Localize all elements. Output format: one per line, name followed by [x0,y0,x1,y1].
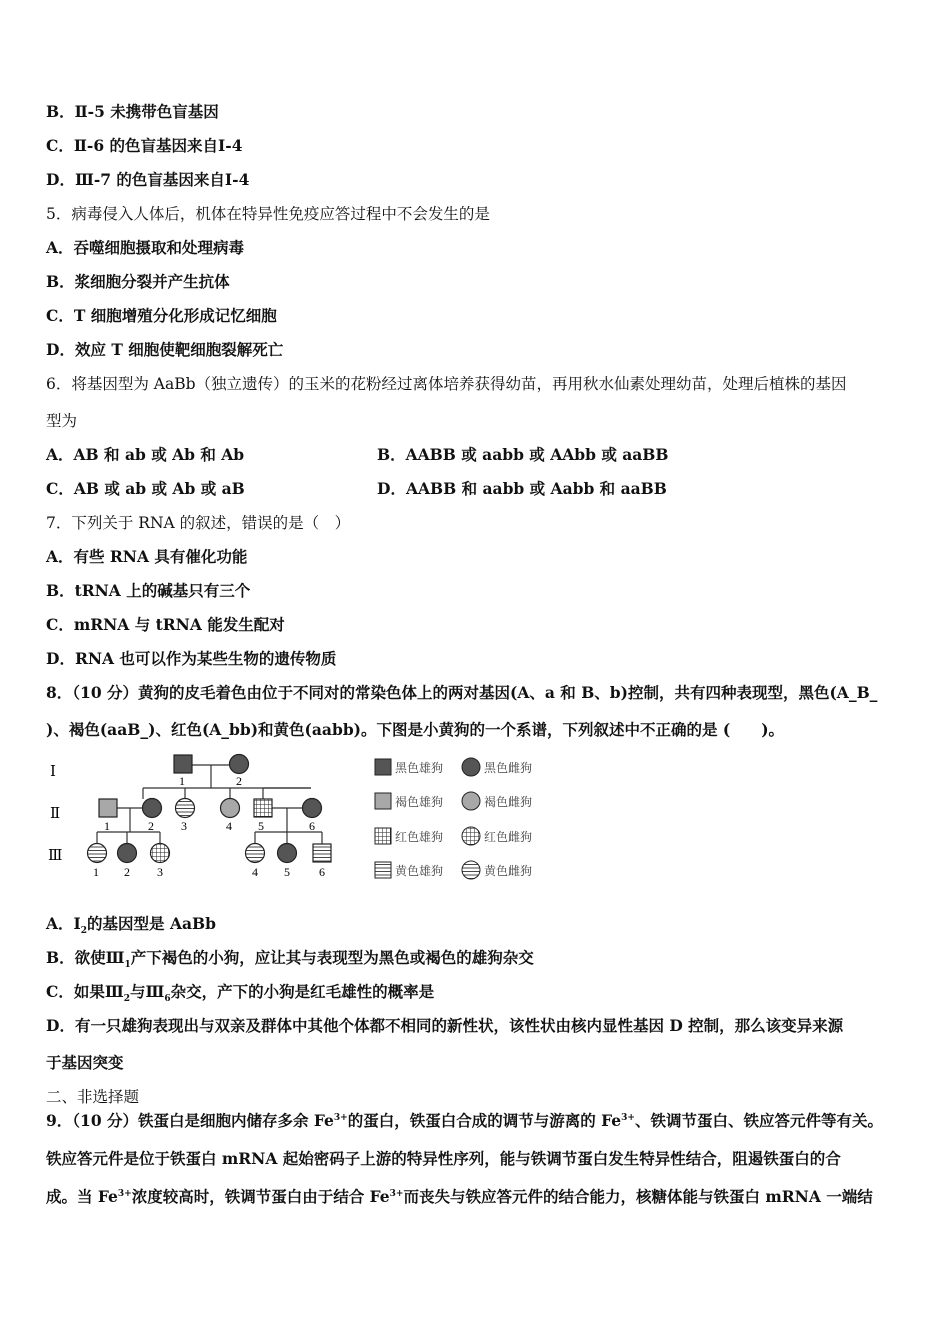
legend-red-female-label: 红色雌狗 [484,830,533,844]
gen2-individual-4-brown-female [221,799,240,818]
legend-yellow-male-label: 黄色雄狗 [395,864,444,878]
q6-stem-line2: 型为 [46,412,78,430]
q9-line2: 铁应答元件是位于铁蛋白 mRNA 起始密码子上游的特异性序列，能与铁调节蛋白发生特异性结合，阻遏铁蛋白的合 [46,1149,841,1168]
legend-brown-female-label: 褐色雌狗 [484,795,533,809]
gen3-individual-1-yellow-female [88,844,107,863]
q4-option-b: B．Ⅱ-5 未携带色盲基因 [46,102,219,121]
q5-stem: 5．病毒侵入人体后，机体在特异性免疫应答过程中不会发生的是 [46,205,490,223]
gen3-number-4: 4 [252,865,258,879]
q5-option-c: C．T 细胞增殖分化形成记忆细胞 [46,306,277,325]
gen3-individual-4-yellow-female [246,844,265,863]
q7-option-a: A．有些 RNA 具有催化功能 [46,547,248,566]
gen2-number-2: 2 [148,819,154,833]
pedigree-legend [370,752,570,884]
q8-option-c: C．如果$Ⅲ_2$与$Ⅲ_6$杂交，产下的小狗是红毛雄性的概率是 [46,982,435,1005]
q5-option-d: D．效应 T 细胞使靶细胞裂解死亡 [46,340,284,359]
q7-option-b: B．tRNA 上的碱基只有三个 [46,581,251,600]
q8-option-a: A．$Ⅰ_2$的基因型是 AaBb [46,914,216,937]
gen3-number-3: 3 [157,865,163,879]
q8-option-d-line1: D．有一只雄狗表现出与双亲及群体中其他个体都不相同的新性状，该性状由核内显性基因 D 控制，那么该变异来源 [46,1016,844,1035]
q6-option-c: C．AB 或 ab 或 Ab 或 aB [46,479,245,498]
q9-line1: 9．（10 分）铁蛋白是细胞内储存多余 $Fe^{3+}$的蛋白，铁蛋白合成的调节与游离的 $Fe^{3+}$、铁调节蛋白、铁应答元件等有关。 [46,1111,883,1130]
gen2-individual-6-black-female [303,799,322,818]
gen1-number-2: 2 [236,774,242,788]
q7-stem: 7．下列关于 RNA 的叙述，错误的是（ ） [46,514,351,532]
q4-option-d: D．Ⅲ-7 的色盲基因来自Ⅰ-4 [46,170,250,189]
gen2-number-3: 3 [181,819,187,833]
gen-label-1: Ⅰ [50,764,56,780]
q5-option-a: A．吞噬细胞摄取和处理病毒 [46,238,245,257]
q8-option-b: B．欲使$Ⅲ_1$产下褐色的小狗，应让其与表现型为黑色或褐色的雄狗杂交 [46,948,534,971]
legend-yellow-female-symbol [462,861,480,879]
q6-stem-line1: 6．将基因型为 AaBb（独立遗传）的玉米的花粉经过离体培养获得幼苗，再用秋水仙素处理幼苗，处理后植株的基因 [46,375,847,393]
q7-option-d: D．RNA 也可以作为某些生物的遗传物质 [46,649,337,668]
gen3-individual-6-yellow-male [313,844,331,862]
q6-option-a: A．AB 和 ab 或 Ab 和 Ab [46,445,245,464]
gen2-number-1: 1 [104,819,110,833]
gen2-individual-2-black-female [143,799,162,818]
gen-label-3: Ⅲ [48,848,63,864]
q6-option-b: B．AABB 或 aabb 或 AAbb 或 aaBB [377,445,669,464]
q4-option-c: C．Ⅱ-6 的色盲基因来自Ⅰ-4 [46,136,243,155]
legend-yellow-female-label: 黄色雌狗 [484,864,533,878]
gen1-individual-1-black-male [174,755,192,773]
gen3-individual-2-black-female [118,844,137,863]
section-title-non-choice: 二、非选择题 [46,1088,140,1106]
q6-option-d: D．AABB 和 aabb 或 Aabb 和 aaBB [377,479,667,498]
pedigree-lines [97,765,322,844]
gen2-number-6: 6 [309,819,315,833]
legend-black-female-symbol [462,758,480,776]
legend-brown-male-label: 褐色雄狗 [395,795,444,809]
gen-label-2: Ⅱ [50,806,61,822]
gen3-number-5: 5 [284,865,290,879]
gen2-individual-5-red-male [254,799,272,817]
q9-line3: 成。当 $Fe^{3+}$浓度较高时，铁调节蛋白由于结合 $Fe^{3+}$而丧失与铁应答元件的结合能力，核糖体能与铁蛋白 mRNA 一端结 [46,1187,873,1206]
q5-option-b: B．浆细胞分裂并产生抗体 [46,272,230,291]
legend-yellow-male-symbol [375,862,391,878]
gen3-individual-5-black-female [278,844,297,863]
q8-option-d-line2: 于基因突变 [46,1053,124,1072]
legend-black-male-label: 黑色雄狗 [395,761,444,775]
gen2-individual-3-yellow-female [176,799,195,818]
gen3-number-1: 1 [93,865,99,879]
q8-stem-line1: 8．（10 分）黄狗的皮毛着色由位于不同对的常染色体上的两对基因(A、a 和 B、b)控制，共有四种表现型，黑色(A_B_ [46,683,878,702]
gen1-number-1: 1 [179,774,185,788]
gen2-number-4: 4 [226,819,232,833]
legend-brown-male-symbol [375,793,391,809]
legend-black-male-symbol [375,759,391,775]
pedigree-chart [40,752,340,884]
legend-red-male-label: 红色雄狗 [395,830,444,844]
gen3-number-6: 6 [319,865,325,879]
gen2-number-5: 5 [258,819,264,833]
gen1-individual-2-black-female [230,755,249,774]
q8-stem-line2: )、褐色(aaB_)、红色(A_bb)和黄色(aabb)。下图是小黄狗的一个系谱，下列叙述中不正确的是 ( )。 [46,720,785,739]
legend-brown-female-symbol [462,792,480,810]
gen3-number-2: 2 [124,865,130,879]
legend-red-male-symbol [375,828,391,844]
legend-red-female-symbol [462,827,480,845]
legend-black-female-label: 黑色雌狗 [484,761,533,775]
gen2-individual-1-brown-male [99,799,117,817]
q7-option-c: C．mRNA 与 tRNA 能发生配对 [46,615,285,634]
gen3-individual-3-red-female [151,844,170,863]
